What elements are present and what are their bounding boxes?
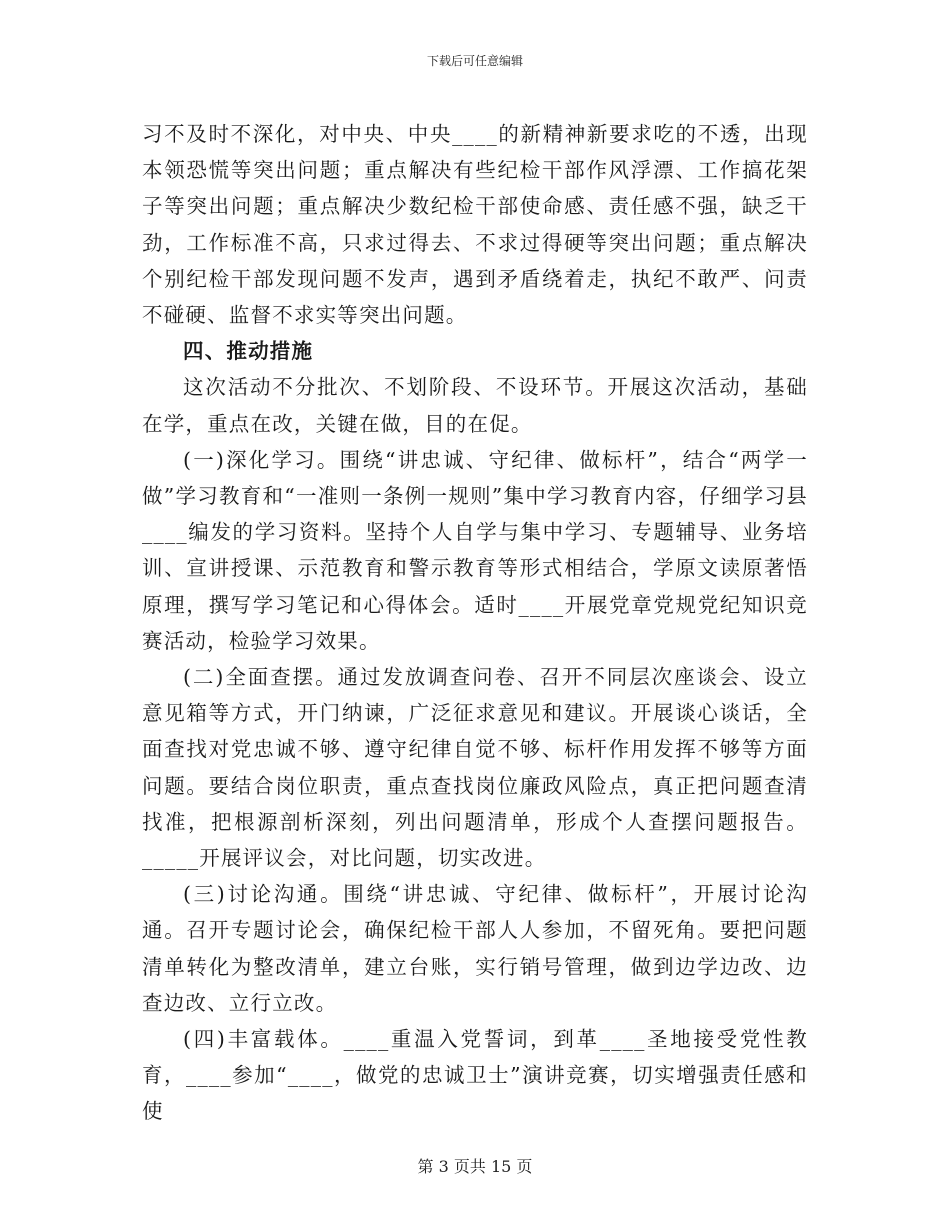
page-number: 第 3 页共 15 页 — [417, 1157, 533, 1176]
paragraph-intro: 这次活动不分批次、不划阶段、不设环节。开展这次活动，基础在学，重点在改，关键在做，目的在促。 — [142, 375, 808, 436]
section-heading: 四、推动措施 — [183, 339, 314, 364]
paragraph-activities: (四)丰富载体。____重温入党誓词，到革____圣地接受党性教育，____参加“____，做党的忠诚卫士”演讲竞赛，切实增强责任感和使 — [142, 1027, 808, 1124]
paragraph-review: (二)全面查摆。通过发放调查问卷、召开不同层次座谈会、设立意见箱等方式，开门纳谏，广泛征求意见和建议。开展谈心谈话，全面查找对党忠诚不够、遵守纪律自觉不够、标杆作用发挥不够等方面问题。要结合岗位职责，重点查找岗位廉政风险点，真正把问题查清找准，把根源剖析深刻，列出问题清单，形成个人查摆问题报告。_____开展评议会，对比问题，切实改进。 — [142, 665, 808, 871]
paragraph-study: (一)深化学习。围绕“讲忠诚、守纪律、做标杆”，结合“两学一做”学习教育和“一准则一条例一规则”集中学习教育内容，仔细学习县____编发的学习资料。坚持个人自学与集中学习、专题辅导、业务培训、宣讲授课、示范教育和警示教育等形式相结合，学原文读原著悟原理，撰写学习笔记和心得体会。适时____开展党章党规党纪知识竞赛活动，检验学习效果。 — [142, 447, 808, 653]
paragraph-discussion: (三)讨论沟通。围绕“讲忠诚、守纪律、做标杆”，开展讨论沟通。召开专题讨论会，确保纪检干部人人参加，不留死角。要把问题清单转化为整改清单，建立台账，实行销号管理，做到边学边改、边查边改、立行立改。 — [142, 882, 808, 1015]
page-header: 下载后可任意编辑 — [426, 54, 523, 68]
document-body — [142, 116, 808, 1130]
paragraph-continued: 习不及时不深化，对中央、中央____的新精神新要求吃的不透，出现本领恐慌等突出问题；重点解决有些纪检干部作风浮漂、工作搞花架子等突出问题；重点解决少数纪检干部使命感、责任感不强，缺乏干劲，工作标准不高，只求过得去、不求过得硬等突出问题；重点解决个别纪检干部发现问题不发声，遇到矛盾绕着走，执纪不敢严、问责不碰硬、监督不求实等突出问题。 — [142, 122, 808, 328]
